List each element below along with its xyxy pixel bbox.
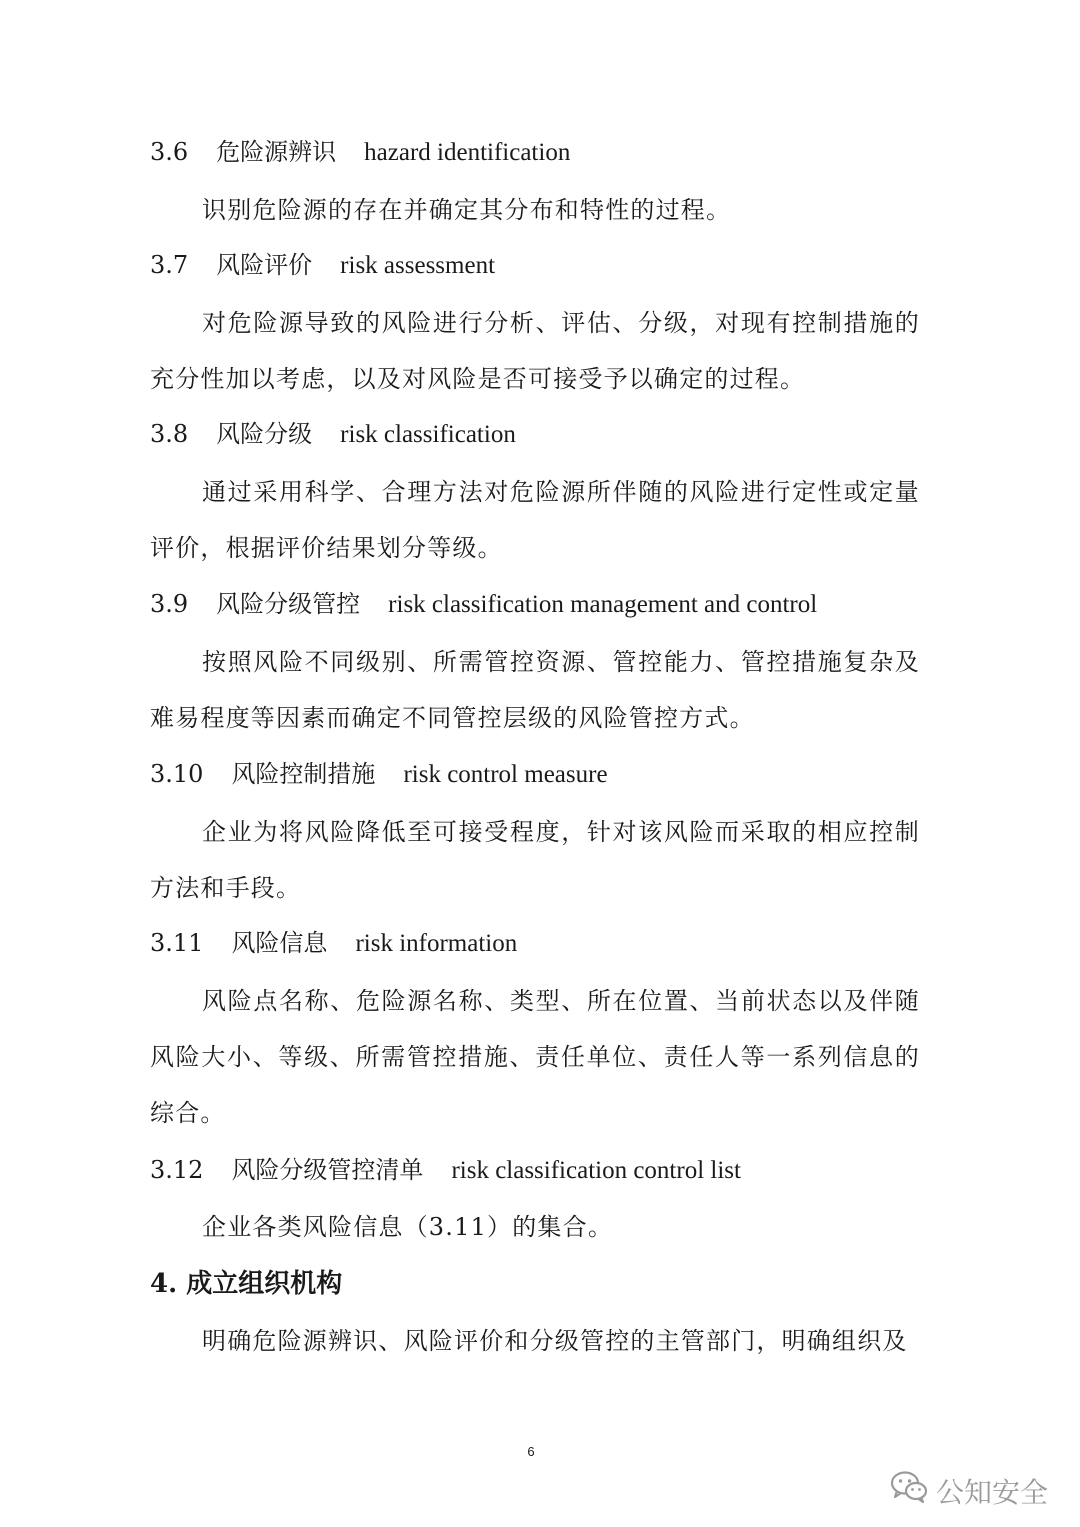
term-english: risk classification control list bbox=[451, 1157, 741, 1184]
term-english: risk control measure bbox=[403, 761, 608, 788]
watermark bbox=[890, 1470, 1048, 1511]
term-english: risk information bbox=[355, 930, 518, 957]
term-3-12 bbox=[150, 1154, 741, 1187]
term-chinese: 风险评价 bbox=[216, 251, 313, 279]
term-english: hazard identification bbox=[364, 139, 571, 166]
term-3-8 bbox=[150, 418, 516, 451]
definition-3-6: 识别危险源的存在并确定其分布和特性的过程。 bbox=[202, 196, 732, 224]
definition-3-11: 风险点名称、危险源名称、类型、所在位置、当前状态以及伴随风险大小、等级、所需管控措施、责任单位、责任人等一系列信息的综合。 bbox=[150, 987, 920, 1127]
term-3-10 bbox=[150, 758, 608, 791]
term-chinese: 风险信息 bbox=[231, 929, 328, 957]
page-number: 6 bbox=[527, 1444, 535, 1459]
term-number: 3.8 bbox=[150, 420, 189, 448]
definition-3-9: 按照风险不同级别、所需管控资源、管控能力、管控措施复杂及难易程度等因素而确定不同管控层级的风险管控方式。 bbox=[150, 648, 920, 732]
watermark-text: 公知安全 bbox=[935, 1475, 1048, 1509]
definition-3-7: 对危险源导致的风险进行分析、评估、分级，对现有控制措施的充分性加以考虑，以及对风险是否可接受予以确定的过程。 bbox=[150, 309, 920, 393]
term-number: 3.6 bbox=[150, 138, 189, 166]
term-chinese: 风险分级管控清单 bbox=[231, 1156, 424, 1184]
term-english: risk classification bbox=[340, 421, 516, 448]
term-chinese: 风险分级 bbox=[216, 420, 313, 448]
term-number: 3.12 bbox=[150, 1156, 204, 1184]
term-number: 3.9 bbox=[150, 590, 189, 618]
term-3-6 bbox=[150, 136, 570, 169]
term-chinese: 风险控制措施 bbox=[231, 760, 376, 788]
definition-3-12: 企业各类风险信息（3.11）的集合。 bbox=[202, 1213, 614, 1241]
term-chinese: 危险源辨识 bbox=[216, 138, 337, 166]
term-3-9 bbox=[150, 588, 817, 621]
term-number: 3.10 bbox=[150, 760, 204, 788]
section-paragraph: 明确危险源辨识、风险评价和分级管控的主管部门，明确组织及 bbox=[202, 1327, 908, 1355]
term-chinese: 风险分级管控 bbox=[216, 590, 361, 618]
wechat-icon bbox=[890, 1470, 928, 1511]
term-english: risk classification management and control bbox=[388, 591, 818, 618]
definition-3-10: 企业为将风险降低至可接受程度，针对该风险而采取的相应控制方法和手段。 bbox=[150, 818, 920, 902]
section-heading: 4. 成立组织机构 bbox=[150, 1269, 343, 1299]
definition-3-8: 通过采用科学、合理方法对危险源所伴随的风险进行定性或定量评价，根据评价结果划分等级。 bbox=[150, 478, 920, 562]
term-number: 3.11 bbox=[150, 929, 204, 957]
term-3-7 bbox=[150, 249, 495, 282]
term-number: 3.7 bbox=[150, 251, 189, 279]
term-english: risk assessment bbox=[340, 252, 496, 279]
term-3-11 bbox=[150, 927, 517, 960]
